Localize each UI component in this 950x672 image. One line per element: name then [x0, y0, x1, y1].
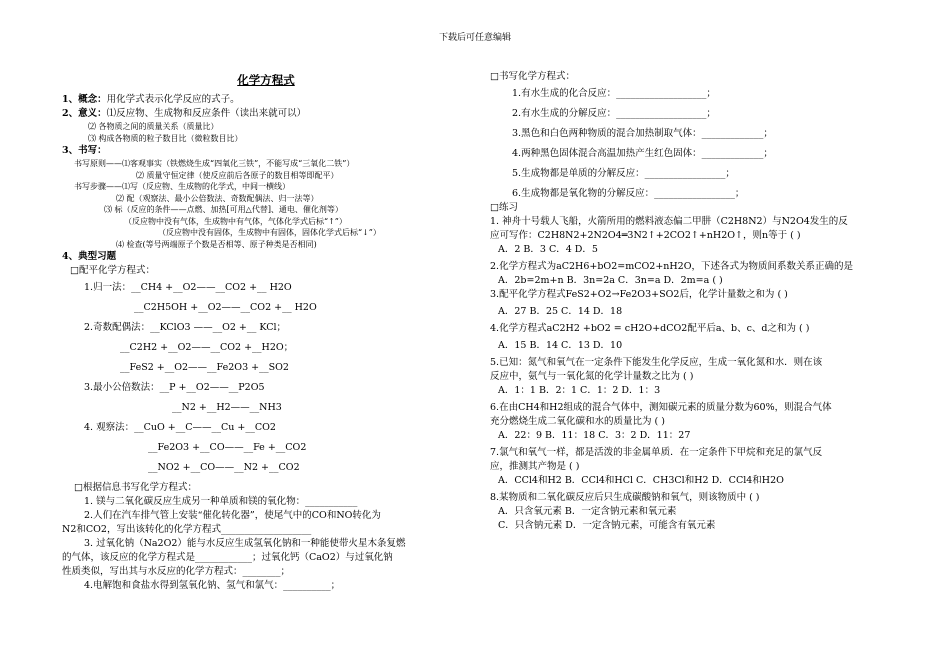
method-4b: __Fe2O3 +__CO——__Fe +__CO2 [148, 442, 307, 453]
practice-q8-options-1: A．只含氧元素 B．一定含钠元素和氧元素 [498, 506, 677, 517]
balance-label: □配平化学方程式： [70, 265, 155, 276]
write-q2: 2.有水生成的分解反应：___________________； [512, 108, 716, 119]
method-2: 2.奇数配偶法：__KClO3 ——__O2 +__ KCl； [84, 322, 287, 333]
step-3a: （反应物中没有气体，生成物中有气体，气体化学式后标“↑”） [124, 216, 347, 226]
info-q3c: 性质类似，写出其与水反应的化学方程式：________； [62, 566, 291, 577]
practice-q3: 3.配平化学方程式FeS2+O2→Fe2O3+SO2后，化学计量数之和为 ( ) [490, 289, 788, 300]
method-3: 3.最小公倍数法：__P +__O2——__P2O5 [84, 382, 265, 393]
writing-label: 3、书写： [62, 145, 107, 156]
practice-q8: 8.某物质和二氧化碳反应后只生成碳酸钠和氧气，则该物质中 ( ) [490, 492, 760, 503]
concept-line: 1、概念：用化学式表示化学反应的式子。 [62, 94, 240, 105]
practice-q5a: 5.已知：氮气和氧气在一定条件下能发生化学反应，生成一氧化氮和水．则在该 [490, 357, 823, 368]
practice-q7-options: A．CCl4和H2 B．CCl4和HCl C．CH3Cl和H2 D．CCl4和H2O [498, 475, 784, 486]
practice-label: □练习 [490, 202, 518, 213]
right-column [490, 70, 910, 533]
info-q1: 1. 镁与二氧化碳反应生成另一种单质和镁的氧化物：___________ [84, 496, 358, 507]
step-3b: （反应物中没有固体，生成物中有固体，固体化学式后标“↓”） [158, 228, 381, 237]
practice-q6b: 充分燃烧生成二氧化碳和水的质量比为 ( ) [490, 416, 665, 427]
practice-q4: 4.化学方程式aC2H2 +bO2 = cH2O+dCO2配平后a、b、c、d之和为 ( ) [490, 323, 810, 334]
practice-q2-options: A．2b=2m+n B．3n=2a C．3n=a D．2m=a ( ) [498, 275, 723, 286]
practice-q7b: 应，推测其产物是 ( ) [490, 461, 580, 472]
practice-q7a: 7.氯气和氧气一样，都是活泼的非金属单质．在一定条件下甲烷和充足的氯气反 [490, 447, 823, 458]
write-label: □书写化学方程式： [490, 71, 575, 82]
method-2b: __C2H2 +__O2——__CO2 +__H2O； [120, 342, 294, 353]
write-q6: 6.生成物都是氧化物的分解反应：_________________； [512, 188, 745, 199]
meaning-3: ⑶ 构成各物质的粒子数目比（微粒数目比） [88, 133, 243, 143]
step-1: 书写步骤——⑴写（反应物、生成物的化学式，中间一横线） [74, 182, 290, 191]
step-3: ⑶ 标（反应的条件——点燃、加热[可用△代替]、通电、催化剂等） [104, 205, 343, 214]
left-column [62, 70, 470, 593]
step-2: ⑵ 配（观察法、最小公倍数法、奇数配偶法、归一法等） [116, 193, 319, 203]
info-label: □根据信息书写化学方程式： [74, 482, 197, 493]
practice-q8-options-2: C．只含钠元素 D．一定含钠元素，可能含有氧元素 [498, 520, 716, 531]
write-q4: 4.两种黑色固体混合高温加热产生红色固体：_____________； [512, 148, 773, 159]
info-q3b: 的气体，该反应的化学方程式是____________；过氧化钙（CaO2）与过氧化钠 [62, 552, 393, 563]
info-q2a: 2.人们在汽车排气管上安装“催化转化器”，使尾气中的CO和NO转化为 [84, 510, 381, 521]
practice-q2: 2.化学方程式为aC2H6+bO2=mCO2+nH2O，下述各式为物质间系数关系正确的是 [490, 261, 854, 272]
page-title: 化学方程式 [237, 73, 295, 87]
info-q4: 4.电解饱和食盐水得到氢氧化钠、氢气和氯气：__________； [84, 580, 341, 591]
header-note: 下载后可任意编辑 [438, 33, 511, 43]
practice-q1b: 应可写作：C2H8N2+2N2O4═3N2↑+2CO2↑+nH2O↑，则n等于 ( ) [490, 230, 801, 241]
practice-q4-options: A．15 B．14 C．13 D．10 [498, 340, 623, 351]
method-3b: __N2 +__H2——__NH3 [172, 402, 282, 413]
info-q3a: 3. 过氧化钠（Na2O2）能与水反应生成氢氧化钠和一种能使带火星木条复燃 [84, 538, 406, 549]
practice-q6-options: A．22：9 B．11：18 C．3：2 D．11：27 [498, 430, 691, 441]
practice-q3-options: A．27 B．25 C．14 D．18 [498, 306, 623, 317]
practice-q6a: 6.在由CH4和H2组成的混合气体中，测知碳元素的质量分数为60%，则混合气体 [490, 402, 832, 413]
meaning-2: ⑵ 各物质之间的质量关系（质量比） [88, 122, 219, 131]
practice-q1a: 1. 神舟十号载人飞船，火箭所用的燃料液态偏二甲肼（C2H8N2）与N2O4发生的反 [490, 216, 848, 227]
info-q2b: N2和CO2，写出该转化的化学方程式___________________ [62, 524, 312, 535]
principle-1: 书写原则——⑴客观事实（铁燃烧生成“四氧化三铁”，不能写成“三氧化二铁”） [74, 159, 355, 168]
method-4c: __NO2 +__CO——__N2 +__CO2 [148, 462, 300, 473]
principle-2: ⑵ 质量守恒定律（使反应前后各原子的数目相等即配平） [136, 170, 339, 180]
write-q3: 3.黑色和白色两种物质的混合加热制取气体：_____________； [512, 128, 773, 139]
practice-q5-options: A．1：1 B．2：1 C．1：2 D．1：3 [498, 385, 661, 396]
write-q1: 1.有水生成的化合反应：___________________； [512, 88, 716, 99]
method-2c: __FeS2 +__O2——__Fe2O3 +__SO2 [120, 362, 289, 373]
method-1b: __C2H5OH +__O2——__CO2 +__ H2O [134, 302, 317, 313]
method-1: 1.归一法：__CH4 +__O2——__CO2 +__ H2O [84, 282, 292, 293]
step-4: ⑷ 检查(等号两端原子个数是否相等、原子种类是否相同) [116, 239, 317, 249]
write-q5: 5.生成物都是单质的分解反应：_________________； [512, 168, 735, 179]
method-4: 4. 观察法：__CuO +__C——__Cu +__CO2 [84, 422, 276, 433]
meaning-line: 2、意义：⑴反应物、生成物和反应条件（读出来就可以） [62, 108, 307, 119]
typical-label: 4、典型习题 [62, 251, 117, 262]
practice-q5b: 反应中，氨气与一氧化氮的化学计量数之比为 ( ) [490, 371, 694, 382]
practice-q1-options: A．2 B．3 C．4 D．5 [498, 244, 598, 255]
